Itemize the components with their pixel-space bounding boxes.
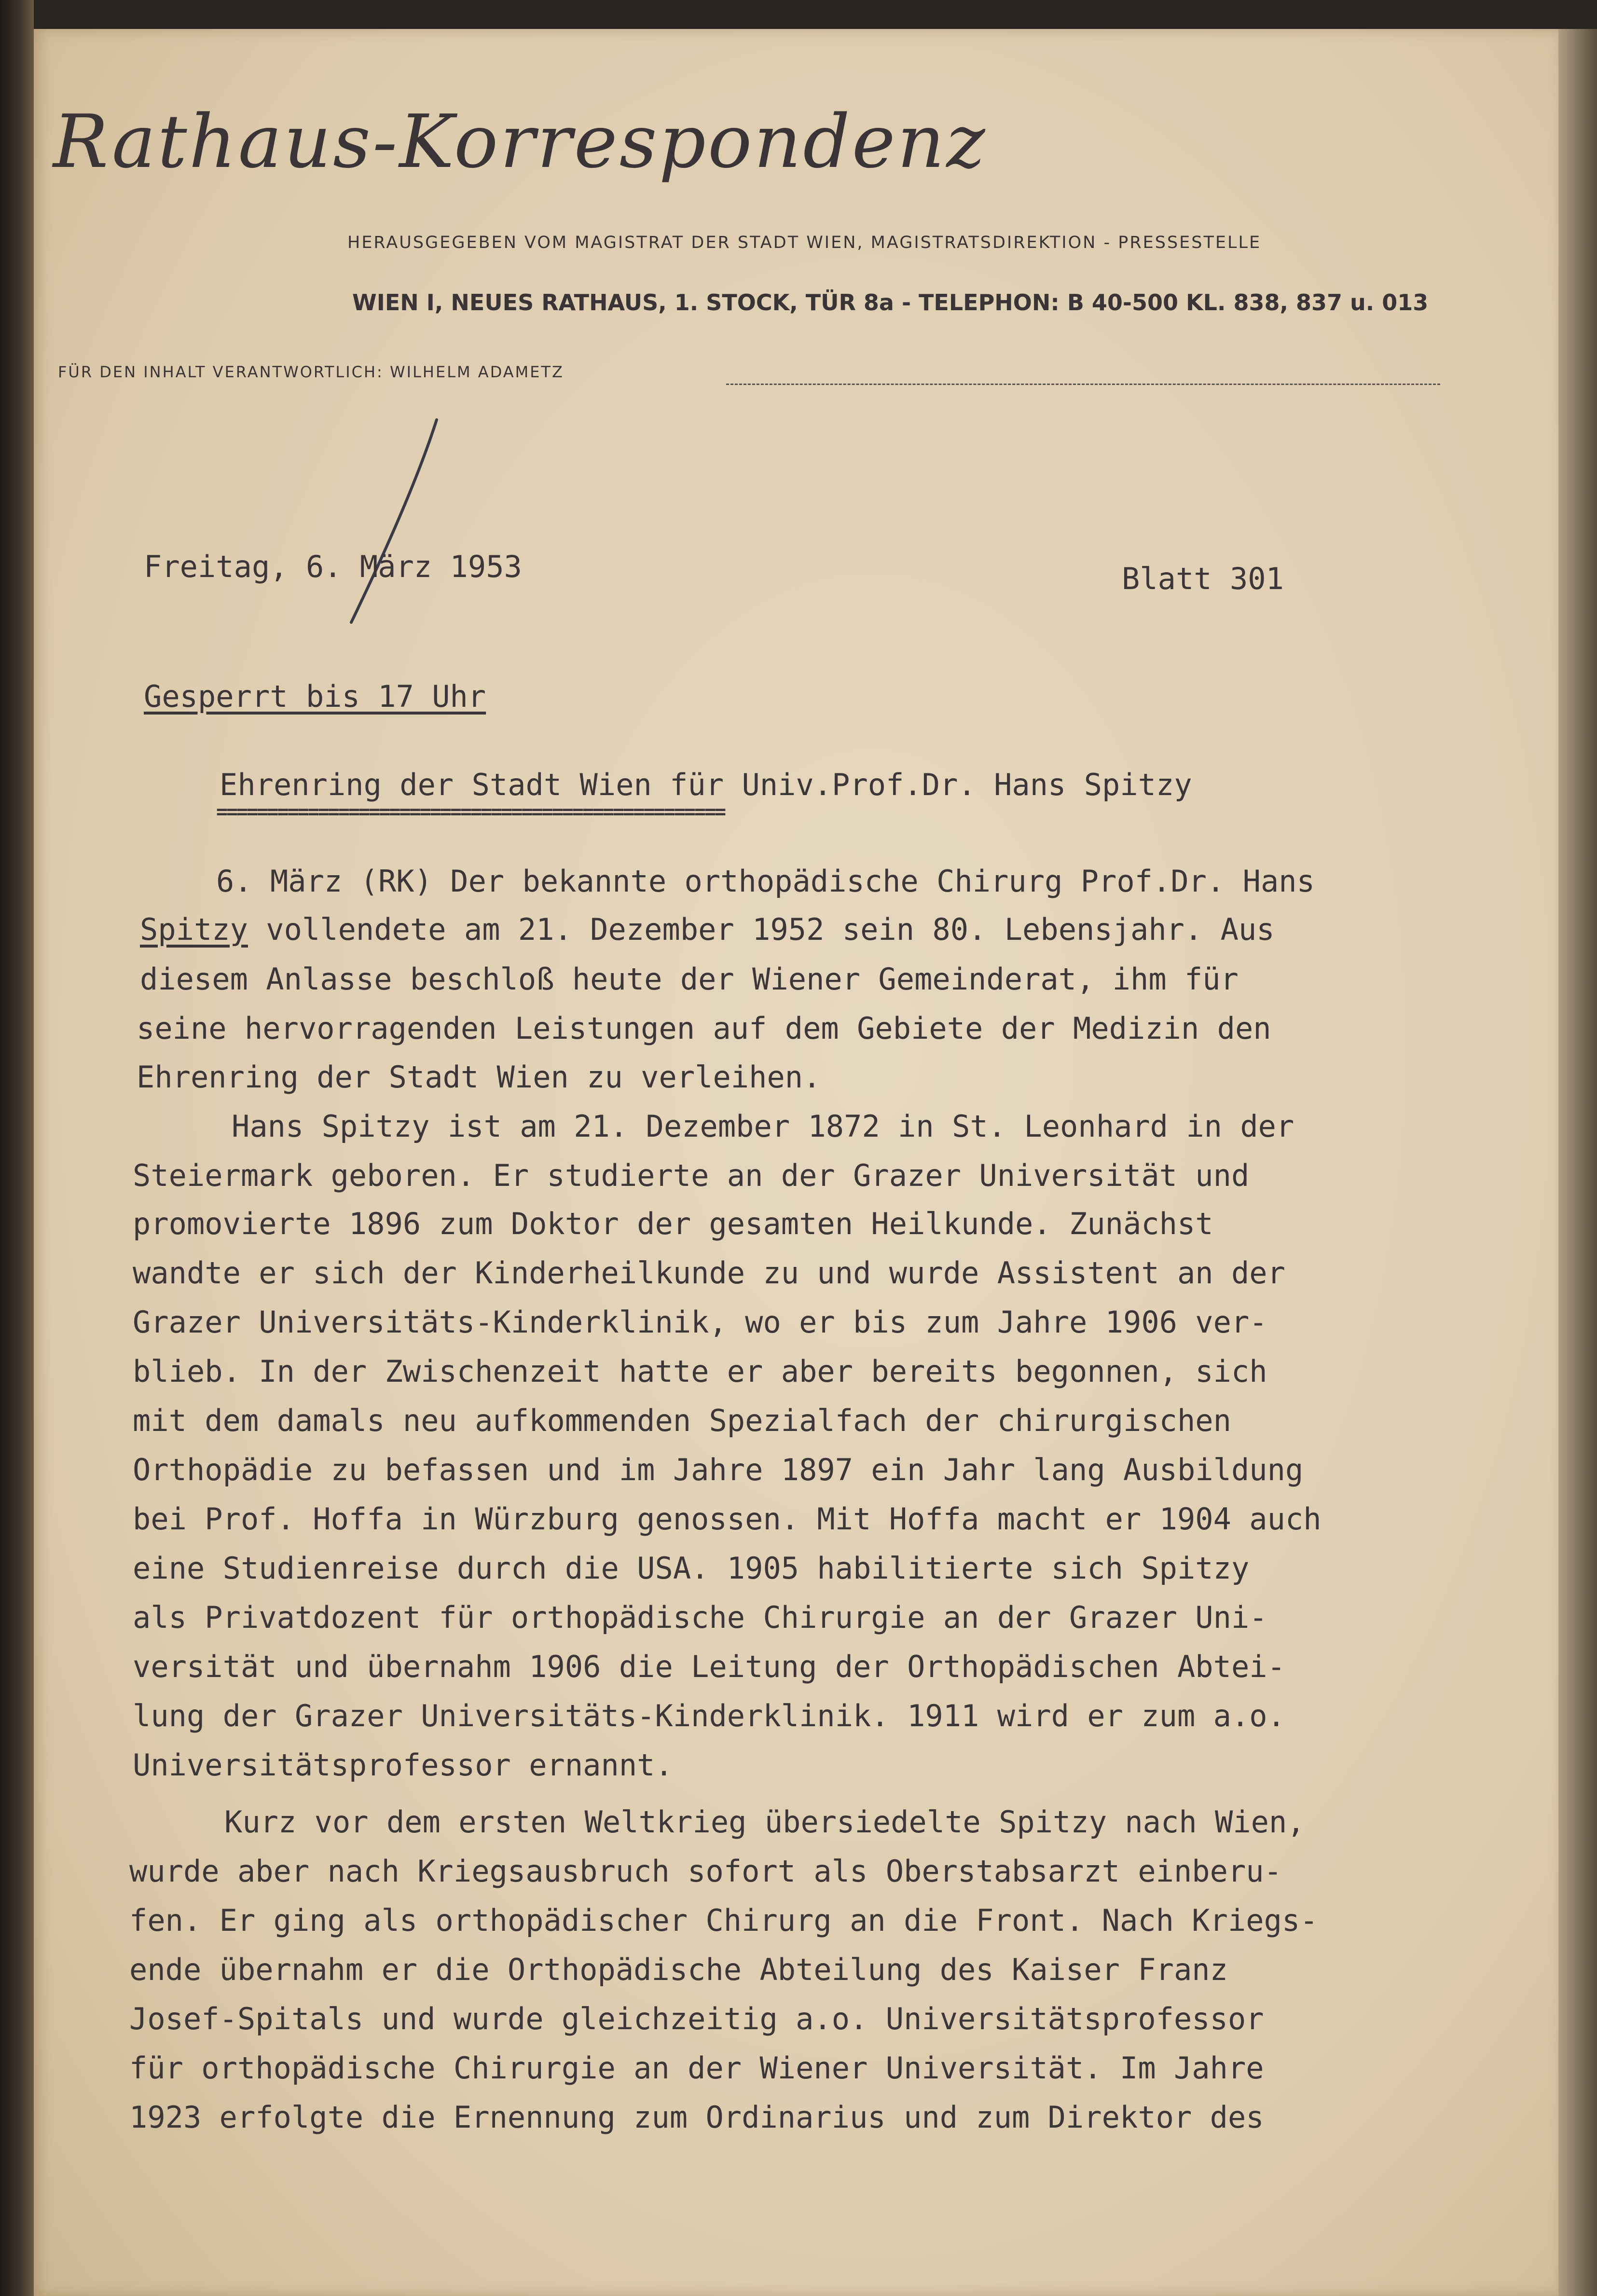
- body-line: 1923 erfolgte die Ernennung zum Ordinarius und zum Direktor des: [129, 2100, 1264, 2135]
- body-line: Steiermark geboren. Er studierte an der Grazer Universität und: [133, 1158, 1250, 1193]
- body-line: wurde aber nach Kriegsausbruch sofort als Oberstabsarzt einberu-: [129, 1854, 1282, 1889]
- body-line: Kurz vor dem ersten Weltkrieg übersiedelte Spitzy nach Wien,: [224, 1804, 1305, 1840]
- responsible-dashed-line: [726, 384, 1440, 385]
- body-line: Spitzy vollendete am 21. Dezember 1952 sein 80. Lebensjahr. Aus: [140, 912, 1275, 947]
- body-line: für orthopädische Chirurgie an der Wiener Universität. Im Jahre: [129, 2050, 1264, 2086]
- sheet-number: Blatt 301: [1122, 561, 1284, 596]
- body-line: versität und übernahm 1906 die Leitung der Orthopädischen Abtei-: [133, 1649, 1285, 1684]
- body-line: 6. März (RK) Der bekannte orthopädische Chirurg Prof.Dr. Hans: [216, 864, 1315, 899]
- body-line: fen. Er ging als orthopädischer Chirurg an die Front. Nach Kriegs-: [129, 1903, 1318, 1938]
- headline-rule: ==================================================: [216, 801, 725, 823]
- body-line: Hans Spitzy ist am 21. Dezember 1872 in St. Leonhard in der: [232, 1109, 1294, 1144]
- body-line: Orthopädie zu befassen und im Jahre 1897 ein Jahr lang Ausbildung: [133, 1452, 1304, 1487]
- body-line: ende übernahm er die Orthopädische Abteilung des Kaiser Franz: [129, 1952, 1228, 1987]
- body-line: promovierte 1896 zum Doktor der gesamten Heilkunde. Zunächst: [133, 1206, 1213, 1241]
- embargo-note: Gesperrt bis 17 Uhr: [144, 679, 486, 714]
- underlined-name: Spitzy: [140, 912, 248, 947]
- masthead-responsible: FÜR DEN INHALT VERANTWORTLICH: WILHELM ADAMETZ: [58, 363, 564, 381]
- body-line: als Privatdozent für orthopädische Chirurgie an der Grazer Uni-: [133, 1600, 1267, 1635]
- body-line: blieb. In der Zwischenzeit hatte er aber bereits begonnen, sich: [133, 1354, 1267, 1389]
- body-line: Ehrenring der Stadt Wien zu verleihen.: [137, 1059, 821, 1095]
- body-line: bei Prof. Hoffa in Würzburg genossen. Mit Hoffa macht er 1904 auch: [133, 1501, 1322, 1537]
- masthead-address: WIEN I, NEUES RATHAUS, 1. STOCK, TÜR 8a - TELEPHON: B 40-500 KL. 838, 837 u. 013: [352, 289, 1429, 316]
- page-edge: [1558, 29, 1597, 2296]
- article-headline: Ehrenring der Stadt Wien für Univ.Prof.Dr. Hans Spitzy: [220, 767, 1192, 802]
- body-line: Grazer Universitäts-Kinderklinik, wo er bis zum Jahre 1906 ver-: [133, 1305, 1267, 1340]
- body-line: lung der Grazer Universitäts-Kinderklinik. 1911 wird er zum a.o.: [133, 1698, 1285, 1733]
- body-line: Josef-Spitals und wurde gleichzeitig a.o. Universitätsprofessor: [129, 2001, 1264, 2036]
- body-line: diesem Anlasse beschloß heute der Wiener Gemeinderat, ihm für: [140, 962, 1239, 997]
- body-line: Universitätsprofessor ernannt.: [133, 1747, 673, 1783]
- masthead-publisher: HERAUSGEGEBEN VOM MAGISTRAT DER STADT WIEN, MAGISTRATSDIREKTION - PRESSESTELLE: [347, 233, 1262, 252]
- body-line: eine Studienreise durch die USA. 1905 habilitierte sich Spitzy: [133, 1551, 1250, 1586]
- pen-stroke-mark: [333, 415, 458, 627]
- document-date: Freitag, 6. März 1953: [144, 549, 522, 584]
- book-binding: [0, 0, 34, 2296]
- body-line: seine hervorragenden Leistungen auf dem Gebiete der Medizin den: [137, 1011, 1271, 1046]
- masthead-title: Rathaus-Korrespondenz: [53, 99, 987, 184]
- body-line: mit dem damals neu aufkommenden Spezialfach der chirurgischen: [133, 1403, 1231, 1438]
- body-line: wandte er sich der Kinderheilkunde zu und wurde Assistent an der: [133, 1255, 1285, 1291]
